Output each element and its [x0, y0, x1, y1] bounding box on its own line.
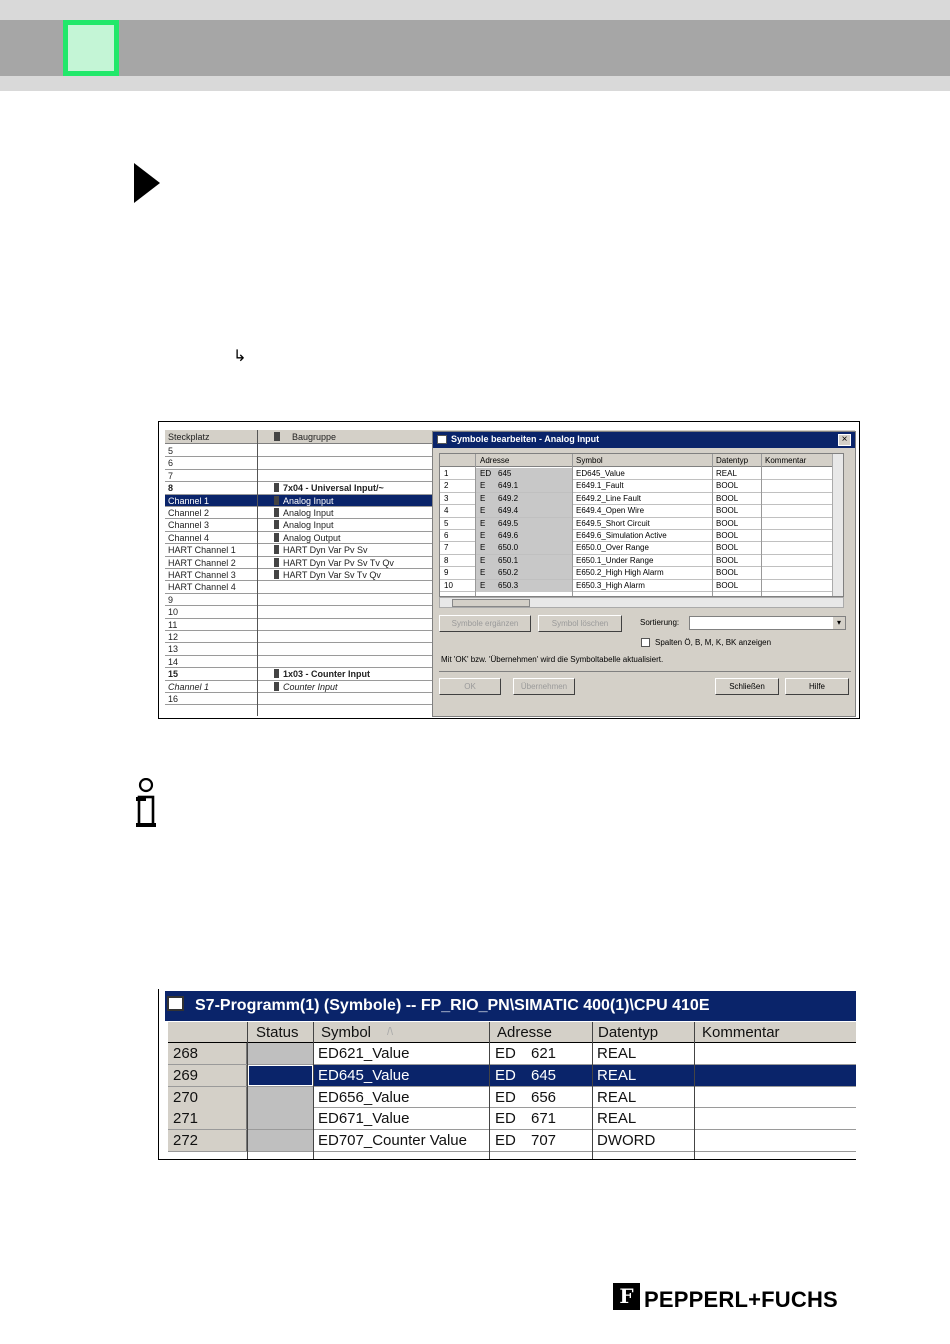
datatype: BOOL — [716, 518, 739, 528]
symbol-grid[interactable] — [439, 453, 844, 597]
symbol-table-header — [168, 1022, 856, 1043]
slot-cell: 7 — [168, 470, 174, 481]
rack-divider — [257, 430, 258, 716]
symbol-row[interactable] — [440, 530, 844, 542]
symbol-row[interactable] — [440, 567, 844, 579]
address: 649.1 — [498, 481, 519, 491]
operand: ED — [495, 1132, 516, 1150]
header-marker-square — [63, 20, 119, 76]
module-name: HART Dyn Var Pv Sv — [283, 545, 368, 556]
table-row[interactable] — [168, 1043, 856, 1065]
symbol-row[interactable] — [440, 493, 844, 505]
symbol-row[interactable] — [440, 468, 844, 480]
datatype: BOOL — [716, 481, 739, 491]
table-row[interactable] — [168, 1108, 856, 1130]
sort-label: Sortierung: — [640, 618, 680, 627]
operand: ED — [480, 469, 492, 478]
row-number: 6 — [444, 531, 449, 540]
sort-select[interactable] — [689, 616, 846, 630]
module-icon — [274, 545, 279, 554]
status-cell — [248, 1108, 313, 1129]
table-divider — [592, 1022, 593, 1160]
brand-logo-text: PEPPERL+FUCHS — [644, 1287, 838, 1312]
module-name: HART Dyn Var Pv Sv Tv Qv — [283, 557, 394, 568]
address: 656 — [531, 1088, 557, 1106]
symbol-row[interactable] — [440, 580, 844, 592]
column-symbol[interactable]: Symbol — [321, 1024, 372, 1041]
symbol-name: ED656_Value — [318, 1088, 410, 1106]
module-name: Analog Input — [283, 495, 334, 506]
datatype: BOOL — [716, 555, 739, 565]
module-icon — [274, 669, 279, 678]
address-cell-bg — [476, 493, 572, 505]
show-columns-checkbox[interactable] — [641, 638, 650, 647]
close-button[interactable]: Schließen — [715, 678, 779, 695]
table-divider — [489, 1022, 490, 1160]
module-cell — [274, 682, 338, 692]
row-number: 1 — [444, 469, 449, 478]
operand: E — [480, 531, 486, 540]
horizontal-scrollbar[interactable] — [439, 597, 844, 608]
table-divider — [247, 1022, 248, 1160]
column-module: Baugruppe — [292, 432, 337, 442]
address-cell-bg — [476, 518, 572, 530]
slot-cell: 14 — [168, 656, 179, 667]
slot-cell: 16 — [168, 694, 179, 704]
row-number: 271 — [173, 1110, 199, 1128]
row-number: 272 — [173, 1132, 199, 1150]
address: 649.4 — [498, 506, 519, 516]
symbol-dialog — [432, 431, 856, 717]
column-symbol: Symbol — [576, 456, 603, 465]
show-columns-label: Spalten Ö, B, M, K, BK anzeigen — [655, 638, 772, 647]
dialog-window-icon — [437, 435, 447, 444]
slot-cell: HART Channel 4 — [168, 582, 236, 593]
datatype: BOOL — [716, 493, 739, 503]
row-number: 9 — [444, 568, 449, 578]
symbol-name: E649.5_Short Circuit — [576, 518, 650, 528]
module-name: Analog Input — [283, 520, 334, 531]
operand: E — [480, 506, 486, 516]
slot-cell: HART Channel 3 — [168, 570, 236, 580]
ok-button[interactable]: OK — [439, 678, 501, 695]
module-name: HART Dyn Var Sv Tv Qv — [283, 570, 381, 580]
symbol-table-screenshot — [158, 989, 856, 1160]
row-number: 8 — [444, 555, 449, 565]
address: 649.6 — [498, 531, 519, 540]
address-cell-bg — [476, 480, 572, 492]
status-cell — [248, 1065, 313, 1086]
address: 650.1 — [498, 555, 519, 565]
module-name: Analog Input — [283, 508, 334, 518]
symbol-name: ED645_Value — [318, 1066, 410, 1084]
table-divider — [694, 1022, 695, 1160]
hw-config-screenshot — [158, 421, 860, 719]
row-number: 7 — [444, 543, 449, 553]
table-row[interactable] — [168, 1065, 856, 1087]
row-number: 5 — [444, 518, 449, 528]
row-number: 10 — [444, 580, 453, 590]
module-icon — [274, 520, 279, 529]
slot-cell: 13 — [168, 644, 179, 655]
address-cell-bg — [476, 542, 572, 554]
module-icon — [274, 483, 279, 492]
row-number: 2 — [444, 481, 449, 491]
operand: E — [480, 543, 486, 553]
slot-cell: 6 — [168, 458, 174, 469]
slot-cell: Channel 4 — [168, 532, 210, 543]
chevron-down-icon[interactable]: ▾ — [833, 617, 845, 629]
datatype: BOOL — [716, 580, 739, 590]
datatype: BOOL — [716, 568, 739, 578]
header-bottom-band — [0, 76, 950, 91]
slot-cell: 5 — [168, 446, 174, 456]
operand: ED — [495, 1088, 516, 1106]
operand: E — [480, 580, 486, 590]
column-comment: Kommentar — [765, 456, 807, 465]
brand-logo-mark: F — [613, 1283, 640, 1310]
slot-cell: Channel 1 — [168, 681, 210, 692]
header-band — [0, 20, 950, 76]
symbol-grid-header — [440, 454, 844, 467]
operand: ED — [495, 1066, 516, 1084]
grid-divider — [475, 454, 476, 597]
datatype: DWORD — [597, 1132, 656, 1150]
module-cell — [274, 496, 334, 506]
address: 649.5 — [498, 518, 519, 528]
slot-cell: HART Channel 2 — [168, 557, 236, 568]
address-cell-bg — [476, 505, 572, 517]
symbol-row[interactable] — [440, 480, 844, 492]
slot-cell: 15 — [168, 669, 179, 680]
module-cell — [274, 570, 381, 580]
module-cell — [274, 545, 368, 555]
datatype: BOOL — [716, 531, 739, 540]
address-cell-bg — [476, 530, 572, 542]
address: 645 — [531, 1066, 557, 1084]
module-cell — [274, 533, 341, 543]
symbol-name: E649.1_Fault — [576, 481, 624, 491]
symbol-row[interactable] — [440, 518, 844, 530]
column-address[interactable]: Adresse — [497, 1024, 553, 1041]
module-cell — [274, 669, 370, 679]
close-icon[interactable]: × — [838, 434, 851, 446]
vertical-scrollbar[interactable] — [832, 454, 843, 597]
datatype: REAL — [597, 1110, 637, 1128]
module-icon — [274, 570, 279, 579]
module-icon — [274, 682, 279, 691]
slot-cell: Channel 3 — [168, 520, 210, 531]
operand: E — [480, 518, 486, 528]
slot-cell: HART Channel 1 — [168, 545, 236, 556]
datatype: REAL — [597, 1045, 637, 1062]
module-cell — [274, 508, 334, 518]
symbol-row[interactable] — [440, 555, 844, 567]
row-number: 3 — [444, 493, 449, 503]
symbol-table-title: S7-Programm(1) (Symbole) -- FP_RIO_PN\SIMATIC 400(1)\CPU 410E — [165, 991, 856, 1021]
slot-cell: 9 — [168, 594, 174, 605]
module-name: Counter Input — [283, 681, 338, 692]
datatype: REAL — [597, 1066, 637, 1084]
module-name: 7x04 - Universal Input/~ — [283, 483, 384, 494]
column-comment[interactable]: Kommentar — [702, 1024, 780, 1041]
slot-cell: 11 — [168, 619, 178, 630]
status-cell — [248, 1130, 313, 1151]
datatype: BOOL — [716, 543, 739, 553]
operand: E — [480, 568, 486, 578]
symbol-name: E650.2_High High Alarm — [576, 568, 664, 578]
address-cell-bg — [476, 567, 572, 579]
grid-divider — [572, 454, 573, 597]
module-icon — [274, 496, 279, 505]
module-cell — [274, 483, 384, 493]
address: 645 — [498, 469, 512, 478]
datatype: REAL — [597, 1088, 637, 1106]
row-number: 269 — [173, 1066, 199, 1084]
address: 621 — [531, 1045, 557, 1062]
symbol-table[interactable] — [168, 1022, 856, 1160]
column-datatype: Datentyp — [716, 456, 749, 465]
table-divider — [313, 1022, 314, 1160]
grid-divider — [712, 454, 713, 597]
info-icon — [135, 778, 157, 828]
symbol-name: E650.0_Over Range — [576, 543, 649, 553]
module-icon — [274, 508, 279, 517]
sort-ascending-icon: /\ — [387, 1026, 394, 1038]
module-icon — [274, 533, 279, 542]
symbol-name: E650.1_Under Range — [576, 555, 654, 565]
status-cell — [248, 1043, 313, 1064]
divider — [439, 671, 851, 672]
slot-cell: 10 — [168, 607, 179, 618]
symbol-row[interactable] — [440, 542, 844, 554]
result-arrow-icon: ↳ — [233, 346, 247, 365]
address: 649.2 — [498, 493, 519, 503]
header-top-band — [0, 0, 950, 20]
column-datatype[interactable]: Datentyp — [598, 1024, 659, 1041]
address: 707 — [531, 1132, 557, 1150]
operand: E — [480, 555, 486, 565]
slot-cell: Channel 2 — [168, 508, 210, 518]
row-number: 4 — [444, 506, 449, 516]
symbol-name: ED671_Value — [318, 1110, 410, 1128]
datatype: BOOL — [716, 506, 739, 516]
symbol-name: E649.4_Open Wire — [576, 506, 645, 516]
column-slot: Steckplatz — [168, 432, 210, 442]
status-cell — [248, 1087, 313, 1108]
operand: ED — [495, 1045, 516, 1062]
module-cell — [274, 558, 394, 568]
add-symbols-button[interactable]: Symbole ergänzen — [439, 615, 531, 632]
slot-cell: 12 — [168, 632, 179, 642]
slot-cell: 8 — [168, 483, 174, 494]
datatype: REAL — [716, 469, 737, 478]
operand: E — [480, 493, 486, 503]
address-cell-bg — [476, 580, 572, 592]
table-row[interactable] — [168, 1087, 856, 1109]
column-module-icon — [274, 432, 280, 443]
address: 650.0 — [498, 543, 519, 553]
triangle-arrow-icon — [134, 163, 160, 203]
address: 671 — [531, 1110, 557, 1128]
address-cell-bg — [476, 555, 572, 567]
symbol-name: E649.2_Line Fault — [576, 493, 641, 503]
grid-divider — [761, 454, 762, 597]
module-cell — [274, 520, 334, 530]
column-status[interactable]: Status — [256, 1024, 299, 1041]
apply-button[interactable]: Übernehmen — [513, 678, 575, 695]
symbol-name: E649.6_Simulation Active — [576, 531, 667, 540]
scrollbar-thumb[interactable] — [452, 599, 530, 607]
dialog-title: Symbole bearbeiten - Analog Input — [433, 432, 855, 448]
operand: E — [480, 481, 486, 491]
row-number: 270 — [173, 1088, 199, 1106]
module-name: 1x03 - Counter Input — [283, 669, 371, 680]
symbol-name: E650.3_High Alarm — [576, 580, 645, 590]
address: 650.2 — [498, 568, 519, 578]
table-row[interactable] — [168, 1130, 856, 1152]
help-button[interactable]: Hilfe — [785, 678, 849, 695]
operand: ED — [495, 1110, 516, 1128]
symbol-name: ED707_Counter Value — [318, 1132, 467, 1150]
address: 650.3 — [498, 580, 519, 590]
symbol-name: ED645_Value — [576, 469, 625, 478]
symbol-row[interactable] — [440, 505, 844, 517]
module-name: Analog Output — [283, 532, 341, 543]
symbol-name: ED621_Value — [318, 1045, 410, 1062]
dialog-note: Mit 'OK' bzw. 'Übernehmen' wird die Symboltabelle aktualisiert. — [441, 655, 664, 664]
window-icon — [167, 996, 184, 1011]
row-number: 268 — [173, 1045, 199, 1062]
slot-cell: Channel 1 — [168, 495, 210, 506]
delete-symbol-button[interactable]: Symbol löschen — [538, 615, 622, 632]
column-address: Adresse — [480, 456, 510, 465]
module-icon — [274, 558, 279, 567]
